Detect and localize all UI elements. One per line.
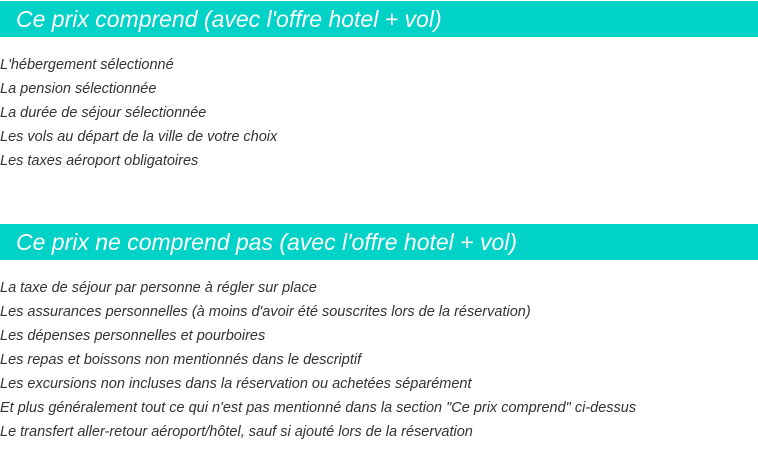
excluded-list <box>0 276 636 444</box>
included-list <box>0 53 277 173</box>
list-item: Le transfert aller-retour aéroport/hôtel, sauf si ajouté lors de la réservation <box>0 424 473 440</box>
list-item: Les assurances personnelles (à moins d'avoir été souscrites lors de la réservation) <box>0 304 531 320</box>
list-item: Les dépenses personnelles et pourboires <box>0 328 266 344</box>
list-item: Et plus généralement tout ce qui n'est pas mentionné dans la section "Ce prix comprend" ci-dessus <box>0 400 637 416</box>
excluded-section-title: Ce prix ne comprend pas (avec l'offre hotel + vol) <box>0 224 758 260</box>
list-item: L'hébergement sélectionné <box>0 57 174 73</box>
list-item: Les excursions non incluses dans la réservation ou achetées séparément <box>0 376 472 392</box>
list-item: Les taxes aéroport obligatoires <box>0 153 199 169</box>
list-item: La taxe de séjour par personne à régler sur place <box>0 280 317 296</box>
list-item: Les repas et boissons non mentionnés dans le descriptif <box>0 352 362 368</box>
list-item: La durée de séjour sélectionnée <box>0 105 207 121</box>
list-item: La pension sélectionnée <box>0 81 157 97</box>
list-item: Les vols au départ de la ville de votre choix <box>0 129 278 145</box>
included-section-title: Ce prix comprend (avec l'offre hotel + vol) <box>0 1 758 37</box>
